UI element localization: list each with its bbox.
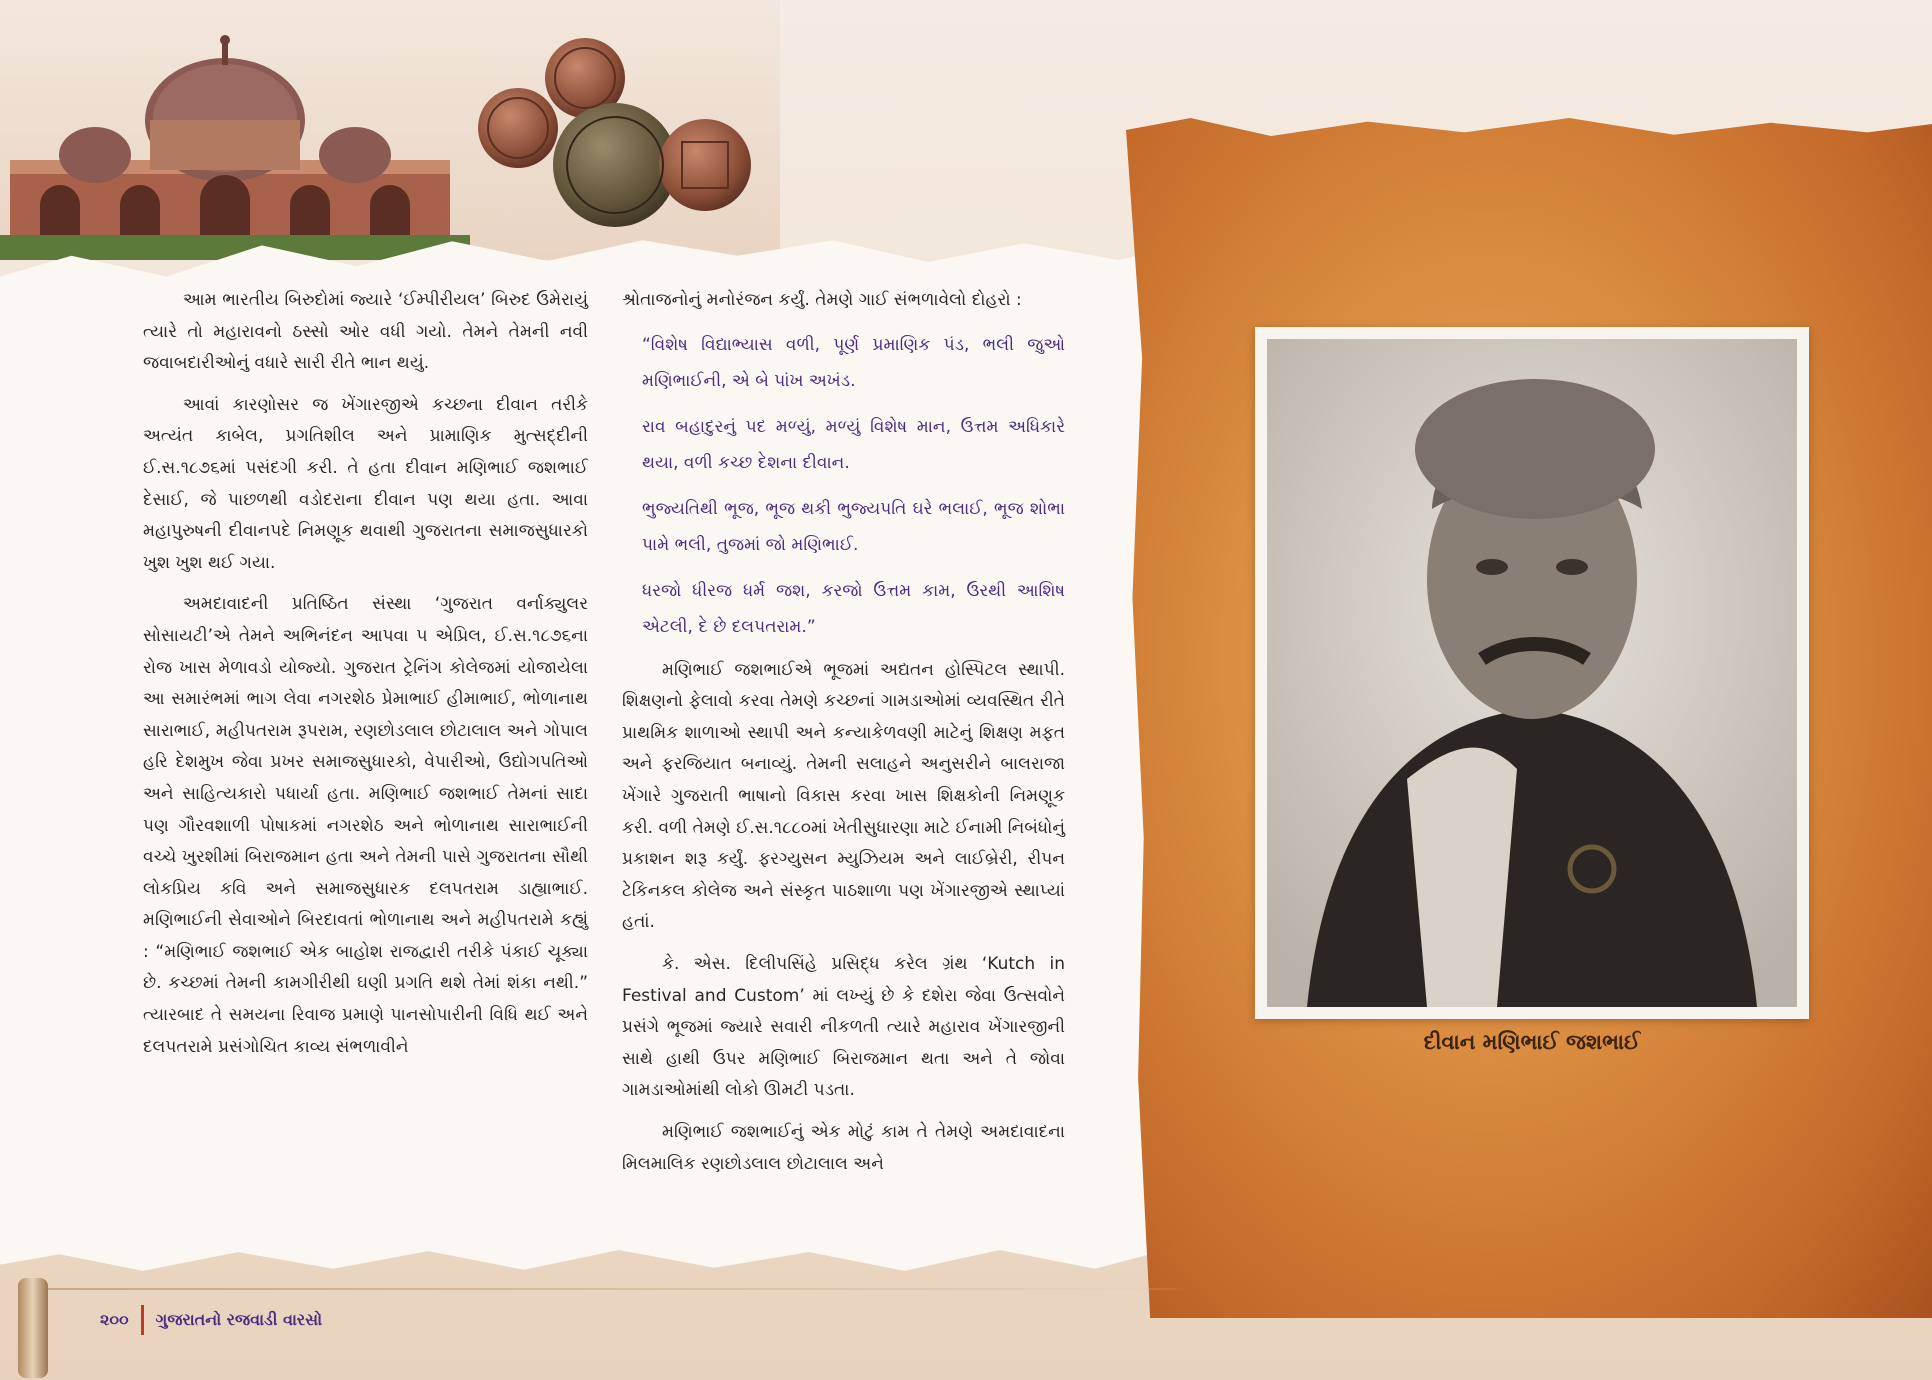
paragraph: શ્રોતાજનોનું મનોરંજન કર્યું. તેમણે ગાઈ સંભળાવેલો દોહરો :	[622, 290, 1022, 310]
verse-stanza: ભુજ્યતિથી ભૂજ, ભૂજ થકી ભુજ્યપતિ ઘરે ભલાઈ, ભૂજ શોભા પામે ભલી, તુજમાં જો મણિભાઈ.	[642, 498, 1065, 555]
page-number: ૨૦૦	[100, 1310, 129, 1329]
text-column-left	[143, 285, 588, 1073]
portrait-caption: દીવાન મણિભાઈ જશભાઈ	[1423, 1030, 1641, 1054]
paragraph: આમ ભારતીય બિરુદોમાં જ્યારે ‘ઈમ્પીરીયલ’ બિરુદ ઉમેરાયું ત્યારે તો મહારાવનો ઠસ્સો ઓર વધી ગયો. તેમને તેમની નવી જવાબદારીઓનું વધારે સારી રીતે ભાન થયું.	[143, 290, 588, 374]
footer-separator	[141, 1305, 144, 1335]
text-column-right	[622, 285, 1065, 1190]
verse-stanza: “વિશેષ વિદ્યાભ્યાસ વળી, પૂર્ણ પ્રમાણિક પંડ, ભલી જુઓ મણિભાઈની, એ બે પાંખ અખંડ.	[642, 334, 1065, 391]
paragraph: અમદાવાદની પ્રતિષ્ઠિત સંસ્થા ‘ગુજરાત વર્નાક્યુલર સોસાયટી’એ તેમને અભિનંદન આપવા ૫ એપ્રિલ, ઈ.સ.૧૮૭૬ના રોજ ખાસ મેળાવડો યોજ્યો. ગુજરાત ટ્રેનિંગ કોલેજમાં યોજાયેલા આ સમારંભમાં ભાગ લેવા નગરશેઠ પ્રેમાભાઈ હીમાભાઈ, ભોળાનાથ સારાભાઈ, મહીપતરામ રૂપરામ, રણછોડલાલ છોટાલાલ અને ગોપાલ હરિ દેશમુખ જેવા પ્રખર સમાજસુધારકો, વેપારીઓ, ઉદ્યોગપતિઓ અને સાહિત્યકારો પધાર્યા હતા. મણિભાઈ જશભાઈ તેમનાં સાદા પણ ગૌરવશાળી પોષાકમાં નગરશેઠ અને ભોળાનાથ સારાભાઈની વચ્ચે ખુરશીમાં બિરાજમાન હતા અને તેમની પાસે ગુજરાતના સૌથી લોકપ્રિય કવિ અને સમાજસુધારક દલપતરામ ડાહ્યાભાઈ. મણિભાઈની સેવાઓને બિરદાવતાં ભોળાનાથ અને મહીપતરામે કહ્યું : “મણિભાઈ જશભાઈ એક બાહોશ રાજદ્વારી તરીકે પંકાઈ ચૂક્યા છે. કચ્છમાં તેમની કામગીરીથી ઘણી પ્રગતિ થશે તેમાં શંકા નથી.” ત્યારબાદ તે સમયના રિવાજ પ્રમાણે પાનસોપારીની વિધિ થઈ અને દલપતરામે પ્રસંગોચિત કાવ્ય સંભળાવીને	[143, 594, 588, 1057]
banner-illustration	[0, 0, 780, 260]
book-title: ગુજરાતનો રજવાડી વારસો	[155, 1310, 323, 1329]
paragraph: આવાં કારણોસર જ ખેંગારજીએ કચ્છના દીવાન તરીકે અત્યંત કાબેલ, પ્રગતિશીલ અને પ્રામાણિક મુત્સદ્દીની ઈ.સ.૧૮૭૬માં પસંદગી કરી. તે હતા દીવાન મણિભાઈ જશભાઈ દેસાઈ, જે પાછળથી વડોદરાના દીવાન પણ થયા હતા. આવા મહાપુરુષની દીવાનપદે નિમણૂક થવાથી ગુજરાતના સમાજસુધારકો ખુશ ખુશ થઈ ગયા.	[143, 394, 588, 573]
paragraph: કે. એસ. દિલીપસિંહે પ્રસિદ્ધ કરેલ ગ્રંથ ‘Kutch in Festival and Custom’ માં લખ્યું છે કે દશેરા જેવા ઉત્સવોને પ્રસંગે ભૂજમાં જ્યારે સવારી નીકળતી ત્યારે મહારાવ ખેંગારજીની સાથે હાથી ઉપર મણિભાઈ બિરાજમાન થતા અને તે જોવા ગામડાઓમાંથી લોકો ઊમટી પડતા.	[622, 953, 1065, 1101]
paragraph: મણિભાઈ જશભાઈનું એક મોટું કામ તે તેમણે અમદાવાદના મિલમાલિક રણછોડલાલ છોટાલાલ અને	[622, 1121, 1065, 1174]
verse-stanza: ધરજો ધીરજ ધર્મ જશ, કરજો ઉત્તમ કામ, ઉરથી આશિષ એટલી, દે છે દલપતરામ.”	[642, 580, 1065, 637]
page-footer	[100, 1300, 322, 1340]
paragraph: મણિભાઈ જશભાઈએ ભૂજમાં અદ્યતન હોસ્પિટલ સ્થાપી. શિક્ષણનો ફેલાવો કરવા તેમણે કચ્છનાં ગામડાઓમાં વ્યવસ્થિત રીતે પ્રાથમિક શાળાઓ સ્થાપી અને કન્યાકેળવણી માટેનું શિક્ષણ મફત અને ફરજિયાત બનાવ્યું. તેમની સલાહને અનુસરીને બાલરાજા ખેંગારે ગુજરાતી ભાષાનો વિકાસ કરવા ખાસ શિક્ષકોની નિમણૂક કરી. વળી તેમણે ઈ.સ.૧૮૮૦માં ખેતીસુધારણા માટે ઈનામી નિબંધોનું પ્રકાશન શરૂ કર્યું. ફરગ્યુસન મ્યુઝિયમ અને લાઈબ્રેરી, રીપન ટેકિનકલ કોલેજ અને સંસ્કૃત પાઠશાળા પણ ખેંગારજીએ સ્થાપ્યાં હતાં.	[622, 659, 1065, 933]
scroll-icon	[18, 1278, 48, 1378]
portrait-frame	[1255, 327, 1809, 1019]
verse-block	[642, 327, 1065, 645]
verse-stanza: રાવ બહાદુરનું પદ મળ્યું, મળ્યું વિશેષ માન, ઉત્તમ અધિકારે થયા, વળી કચ્છ દેશના દીવાન.	[642, 416, 1065, 473]
portrait-image	[1267, 339, 1797, 1007]
footer-divider	[30, 1288, 1190, 1290]
